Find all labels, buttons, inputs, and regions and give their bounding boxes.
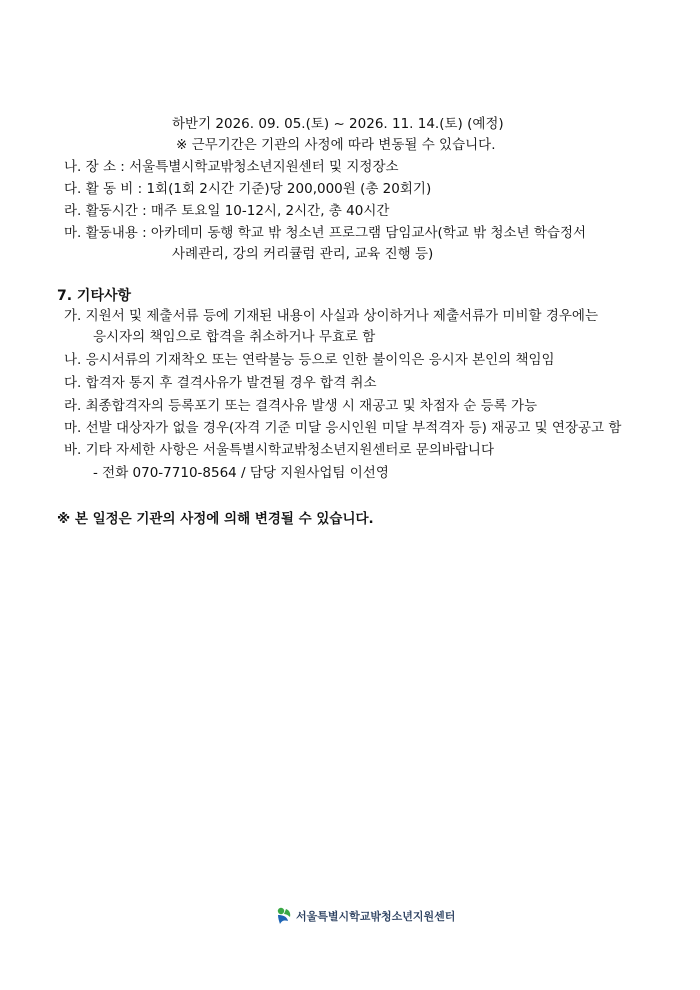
contact-line: - 전화 070-7710-8564 / 담당 지원사업팀 이선영 (93, 465, 389, 481)
section-7-item-da: 다. 합격자 통지 후 결격사유가 발견될 경우 합격 취소 (64, 375, 377, 391)
org-logo-icon (276, 906, 292, 926)
section-7-item-ma: 마. 선발 대상자가 없을 경우(자격 기준 미달 응시인원 미달 부적격자 등) 재공고 및 연장공고 함 (64, 420, 622, 436)
detail-activity: 마. 활동내용 : 아카데미 동행 학교 밖 청소년 프로그램 담임교사(학교 밖 청소년 학습정서 (64, 225, 587, 241)
footer-org-name: 서울특별시학교밖청소년지원센터 (296, 910, 456, 923)
detail-fee: 다. 활 동 비 : 1회(1회 2시간 기준)당 200,000원 (총 20회기) (64, 181, 432, 197)
section-7-item-ra: 라. 최종합격자의 등록포기 또는 결격사유 발생 시 재공고 및 차점자 순 등록 가능 (64, 398, 538, 414)
closing-note: ※ 본 일정은 기관의 사정에 의해 변경될 수 있습니다. (57, 511, 374, 527)
section-7-item-na: 나. 응시서류의 기재착오 또는 연락불능 등으로 인한 불이익은 응시자 본인의 책임임 (64, 352, 555, 368)
footer-logo (276, 906, 455, 926)
detail-activity-cont: 사례관리, 강의 커리큘럼 관리, 교육 진행 등) (172, 246, 434, 262)
section-7-item-ga: 가. 지원서 및 제출서류 등에 기재된 내용이 사실과 상이하거나 제출서류가 미비할 경우에는 (64, 308, 599, 324)
section-7-item-ga-cont: 응시자의 책임으로 합격을 취소하거나 무효로 함 (93, 329, 376, 345)
schedule-second-half: 하반기 2026. 09. 05.(토) ~ 2026. 11. 14.(토) (예정) (172, 116, 504, 132)
section-7-title: 7. 기타사항 (57, 288, 132, 304)
schedule-note: ※ 근무기간은 기관의 사정에 따라 변동될 수 있습니다. (176, 137, 496, 153)
section-7-item-ba: 바. 기타 자세한 사항은 서울특별시학교밖청소년지원센터로 문의바랍니다 (64, 442, 495, 458)
detail-hours: 라. 활동시간 : 매주 토요일 10-12시, 2시간, 총 40시간 (64, 203, 390, 219)
detail-location: 나. 장 소 : 서울특별시학교밖청소년지원센터 및 지정장소 (64, 159, 399, 175)
